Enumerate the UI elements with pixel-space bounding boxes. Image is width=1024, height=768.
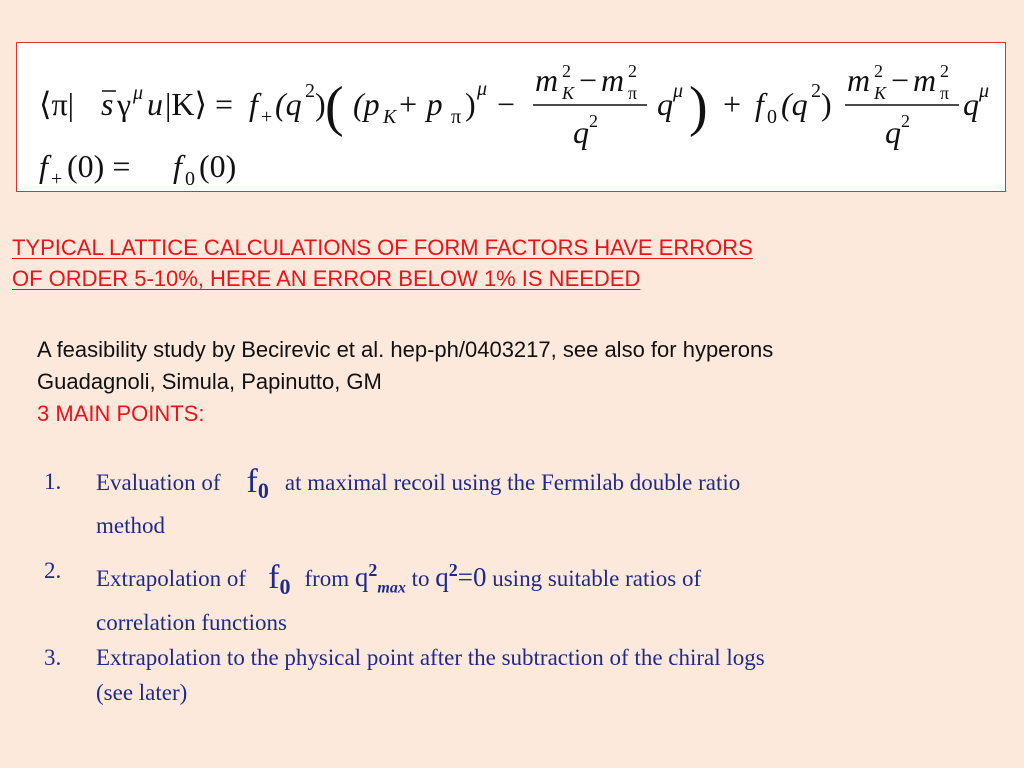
formula-frac2-mpi-sub: π (940, 83, 950, 103)
formula-q-mu-1-sup: μ (673, 80, 684, 102)
formula-q2-close: ) (315, 86, 326, 122)
f0-symbol (246, 463, 269, 503)
formula2-f0: f (173, 148, 182, 184)
q-letter: q (354, 562, 369, 592)
q-subscript-max: max (377, 579, 406, 597)
formula-lhs-gamma: γ (117, 86, 132, 122)
formula-frac2-mK: m (847, 62, 871, 98)
formula-frac2-mK-sub: K (874, 83, 887, 103)
formula-f-plus-sub: + (261, 106, 273, 128)
formula-f0: f (755, 86, 764, 122)
formula-q2-sq: 2 (305, 80, 315, 102)
list-item-text: Evaluation of (96, 470, 221, 495)
formula-frac1-mpi-sq: 2 (628, 61, 637, 81)
formula-frac1-mK: m (535, 62, 559, 98)
headline-line-2: OF ORDER 5-10%, HERE AN ERROR BELOW 1% IS NEEDED (12, 266, 641, 291)
list-item-text: from (304, 566, 355, 591)
formula-frac1-mK-sub: K (562, 83, 575, 103)
q-superscript: 2 (448, 560, 458, 580)
main-points-heading: 3 MAIN POINTS: (37, 401, 205, 426)
formula-lhs-s: s (101, 86, 114, 122)
formula-frac2-mpi: m (913, 62, 937, 98)
list-item-line-1 (96, 464, 980, 508)
formula-frac1-minus: − (579, 62, 598, 98)
formula-q-mu-2-sup: μ (979, 80, 990, 102)
formula-equals: = (215, 86, 234, 122)
f0-symbol (268, 559, 291, 599)
formula-f0-close: ) (821, 86, 832, 122)
list-item (40, 640, 980, 710)
formula-frac2-q: q (885, 114, 901, 150)
formula-frac1-q-sq: 2 (589, 111, 598, 131)
list-item-line-1: Extrapolation to the physical point after the subtraction of the chiral logs (96, 645, 765, 671)
formula-pk-sub: K (383, 106, 397, 128)
formula-frac2-q-sq: 2 (901, 111, 910, 131)
headline-line-1: TYPICAL LATTICE CALCULATIONS OF FORM FACTORS HAVE ERRORS (12, 235, 753, 260)
list-item-text: to (405, 566, 436, 591)
form-factor-formula (17, 43, 1005, 191)
formula2-arg2: (0) (199, 148, 237, 184)
formula-lhs-open: ⟨π| (39, 86, 75, 122)
list-item (40, 553, 980, 640)
formula-lhs-u: u (147, 86, 163, 122)
formula-box (16, 42, 1006, 192)
points-list (40, 464, 980, 710)
formula-frac2-minus: − (891, 62, 910, 98)
formula-frac2-mpi-sq: 2 (940, 61, 949, 81)
formula-plus-p: + p (397, 86, 443, 122)
formula2-f: f (39, 148, 48, 184)
formula-p-group-close: ) (465, 86, 476, 122)
formula-frac1-q: q (573, 114, 589, 150)
formula-frac1-mK-sq: 2 (562, 61, 571, 81)
q-letter: q (435, 562, 449, 592)
equals-zero: =0 (457, 562, 487, 592)
formula-lhs-close: |K⟩ (165, 86, 207, 122)
formula-lhs-mu: μ (133, 82, 144, 104)
formula-q-mu-1: q (657, 86, 673, 122)
q2-zero-symbol (435, 562, 486, 592)
formula-q-mu-2: q (963, 86, 979, 122)
formula2-arg: (0) = (67, 148, 131, 184)
list-item (40, 464, 980, 543)
q2max-symbol (354, 560, 406, 597)
list-item-number: 1. (44, 469, 62, 494)
formula-q2-arg: (q (275, 86, 302, 122)
list-item-text: using suitable ratios of (486, 566, 702, 591)
formula-f0-sub: 0 (767, 106, 777, 128)
list-item-number: 3. (44, 645, 62, 671)
headline (12, 232, 1012, 294)
study-block (37, 334, 1017, 430)
f0-letter: f (268, 559, 280, 596)
formula-frac1-mpi-sub: π (628, 83, 638, 103)
formula-ppi-sub: π (451, 106, 462, 128)
q-superscript: 2 (368, 560, 378, 580)
list-item-text: at maximal recoil using the Fermilab double ratio (284, 470, 741, 495)
formula-big-close: ) (689, 76, 708, 138)
formula-minus-1: − (497, 86, 516, 122)
f0-letter: f (246, 463, 258, 500)
list-item-line-2: (see later) (96, 680, 188, 706)
formula-plus: + (723, 86, 742, 122)
formula-f0-arg-sq: 2 (811, 80, 821, 102)
formula-big-open: ( (325, 76, 344, 138)
study-reference-line: A feasibility study by Becirevic et al. hep-ph/0403217, see also for hyperons (37, 337, 774, 362)
formula2-zero-sub: 0 (185, 168, 195, 190)
formula-f0-arg: (q (781, 86, 808, 122)
list-item-line-2: method (96, 513, 165, 538)
formula-second-line (39, 148, 236, 190)
f0-subscript: 0 (279, 574, 291, 599)
formula-frac2-mK-sq: 2 (874, 61, 883, 81)
list-item-line-2: correlation functions (96, 610, 287, 636)
formula-frac1-mpi: m (601, 62, 625, 98)
list-item-line-1 (96, 553, 980, 605)
formula2-plus-sub: + (51, 168, 63, 190)
formula-p-group-open: (p (353, 86, 380, 122)
formula-f-plus: f (249, 86, 258, 122)
formula-p-mu: μ (477, 78, 488, 100)
f0-subscript: 0 (257, 478, 269, 503)
study-authors-line: Guadagnoli, Simula, Papinutto, GM (37, 369, 382, 394)
list-item-number: 2. (44, 558, 62, 583)
list-item-text: Extrapolation of (96, 566, 247, 591)
